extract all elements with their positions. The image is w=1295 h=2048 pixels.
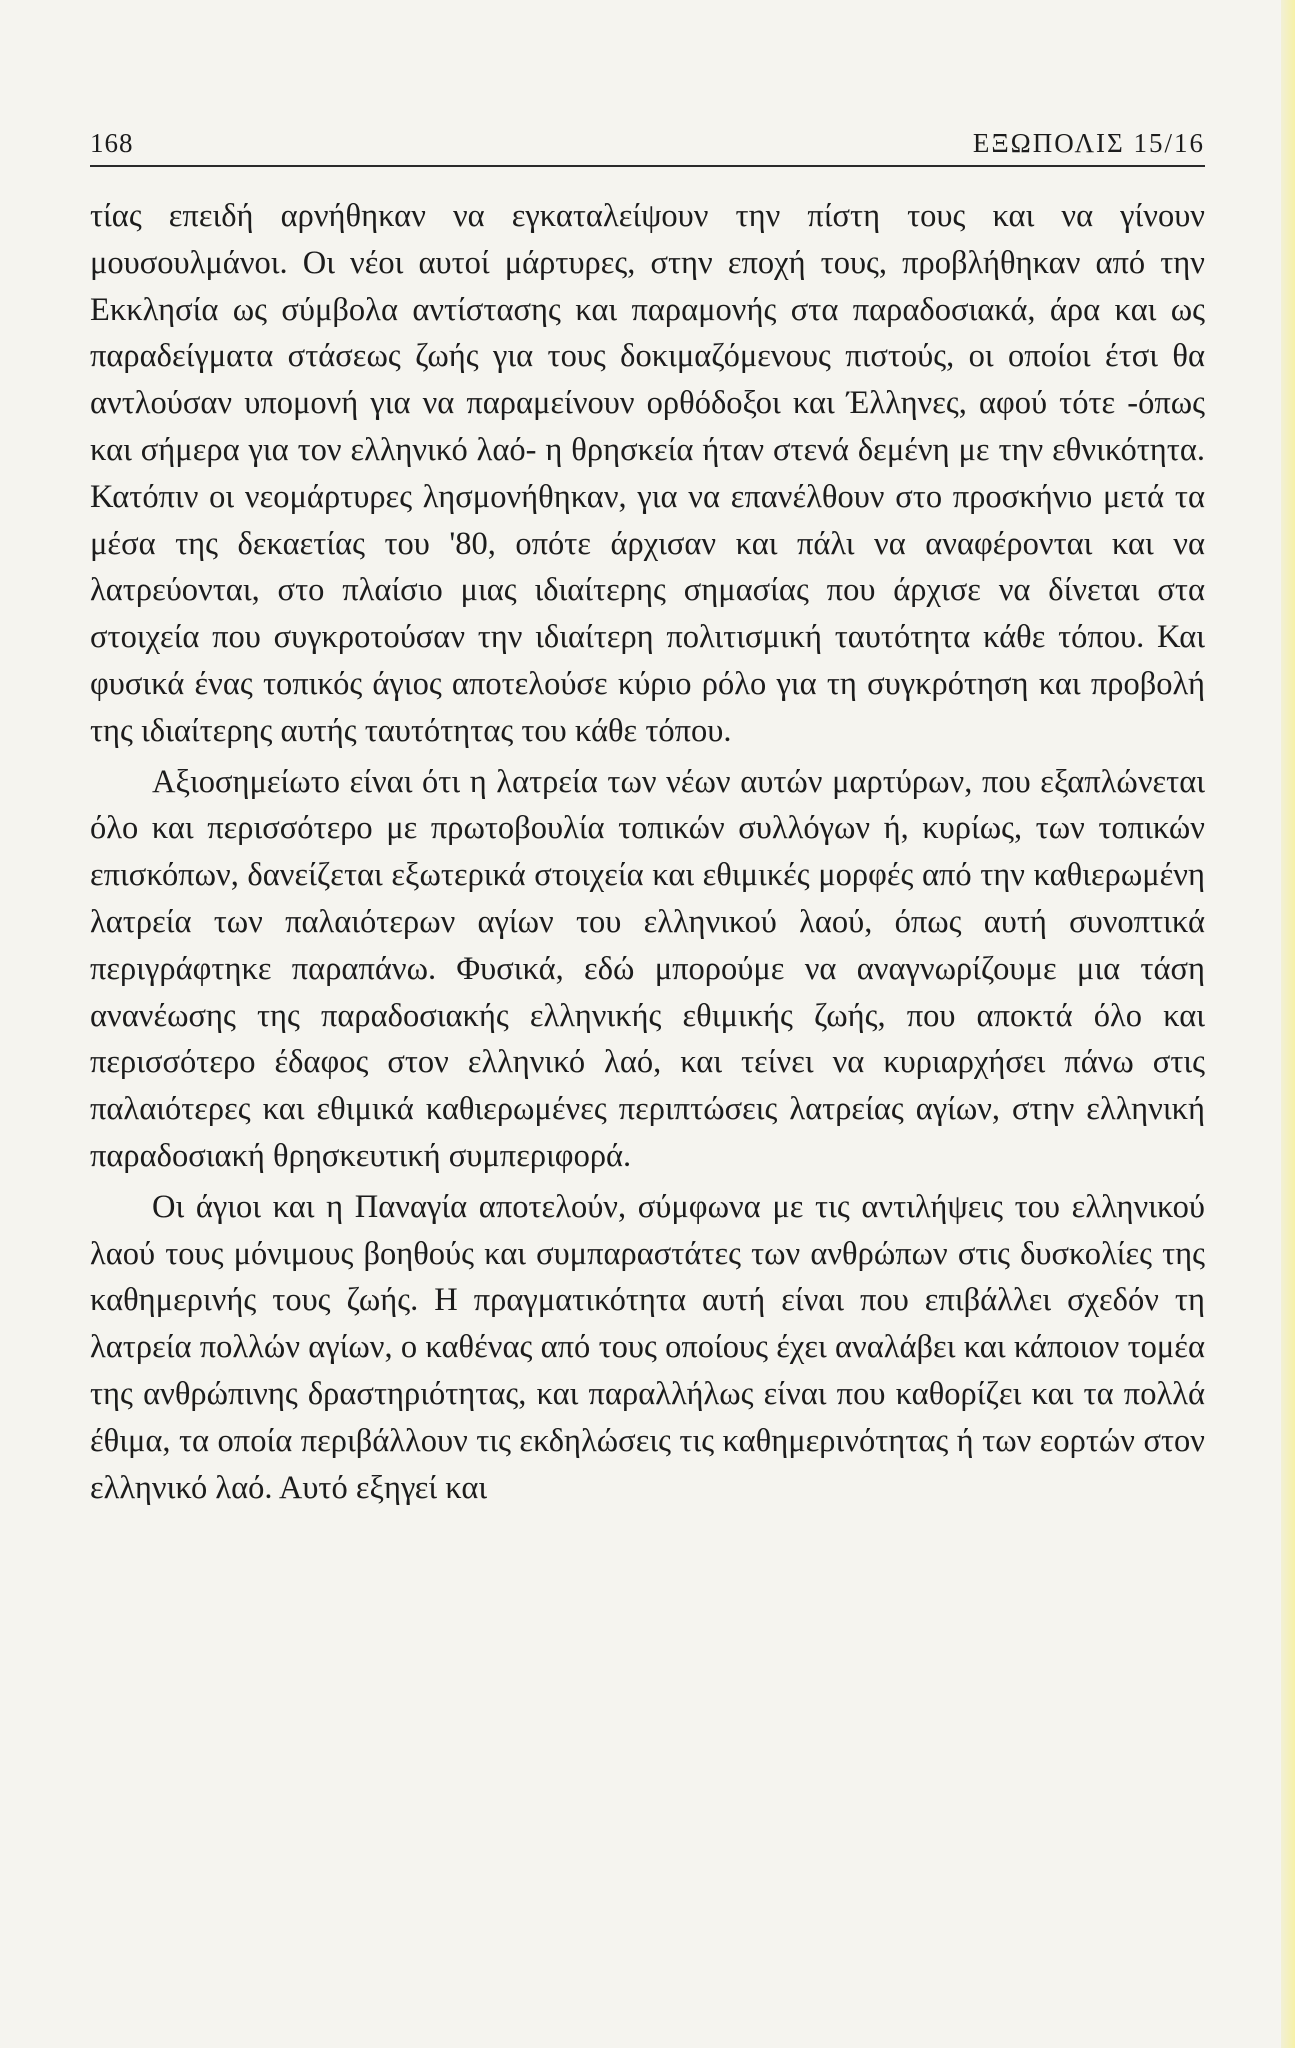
running-header xyxy=(90,128,1205,167)
scan-page-edge xyxy=(1281,0,1295,2048)
paragraph-3: Οι άγιοι και η Παναγία αποτελούν, σύμφωνα με τις αντιλήψεις του ελληνικού λαού τους μόνιμους βοηθούς και συμπαραστάτες των ανθρώπων στις δυσκολίες της καθημερινής τους ζωής. Η πραγματικότητα αυτή είναι που επιβάλλει σχεδόν τη λατρεία πολλών αγίων, ο καθένας από τους οποίους έχει αναλάβει και κάποιον τομέα της ανθρώπινης δραστηριότητας, και παραλλήλως είναι που καθορίζει και τα πολλά έθιμα, τα οποία περιβάλλουν τις εκδηλώσεις τις καθημερινότητας ή των εορτών στον ελληνικό λαό. Αυτό εξηγεί και xyxy=(90,1188,1205,1506)
body-text xyxy=(90,193,1205,1511)
paragraph-1: τίας επειδή αρνήθηκαν να εγκαταλείψουν την πίστη τους και να γίνουν μουσουλμάνοι. Οι νέοι αυτοί μάρτυρες, στην εποχή τους, προβλήθηκαν από την Εκκλησία ως σύμβολα αντίστασης και παραμονής στα παραδοσιακά, άρα και ως παραδείγματα στάσεως ζωής για τους δοκιμαζόμενους πιστούς, οι οποίοι έτσι θα αντλούσαν υπομονή για να παραμείνουν ορθόδοξοι και Έλληνες, αφού τότε -όπως και σήμερα για τον ελληνικό λαό- η θρησκεία ήταν στενά δεμένη με την εθνικότητα. Κατόπιν οι νεομάρτυρες λησμονήθηκαν, για να επανέλθουν στο προσκήνιο μετά τα μέσα της δεκαετίας του '80, οπότε άρχισαν και πάλι να αναφέρονται και να λατρεύονται, στο πλαίσιο μιας ιδιαίτερης σημασίας που άρχισε να δίνεται στα στοιχεία που συγκροτούσαν την ιδιαίτερη πολιτισμική ταυτότητα κάθε τόπου. Και φυσικά ένας τοπικός άγιος αποτελούσε κύριο ρόλο για τη συγκρότηση και προβολή της ιδιαίτερης αυτής ταυτότητας του κάθε τόπου. xyxy=(90,198,1205,749)
book-page xyxy=(90,128,1205,1511)
paragraph-2: Αξιοσημείωτο είναι ότι η λατρεία των νέων αυτών μαρτύρων, που εξαπλώνεται όλο και περισσότερο με πρωτοβουλία τοπικών συλλόγων ή, κυρίως, των τοπικών επισκόπων, δανείζεται εξωτερικά στοιχεία και εθιμικές μορφές από την καθιερωμένη λατρεία των παλαιότερων αγίων του ελληνικού λαού, όπως αυτή συνοπτικά περιγράφτηκε παραπάνω. Φυσικά, εδώ μπορούμε να αναγνωρίζουμε μια τάση ανανέωσης της παραδοσιακής ελληνικής εθιμικής ζωής, που αποκτά όλο και περισσότερο έδαφος στον ελληνικό λαό, και τείνει να κυριαρχήσει πάνω στις παλαιότερες και εθιμικά καθιερωμένες περιπτώσεις λατρείας αγίων, στην ελληνική παραδοσιακή θρησκευτική συμπεριφορά. xyxy=(90,763,1205,1174)
page-number: 168 xyxy=(90,128,134,158)
journal-title: ΕΞΩΠΟΛΙΣ 15/16 xyxy=(972,128,1205,158)
